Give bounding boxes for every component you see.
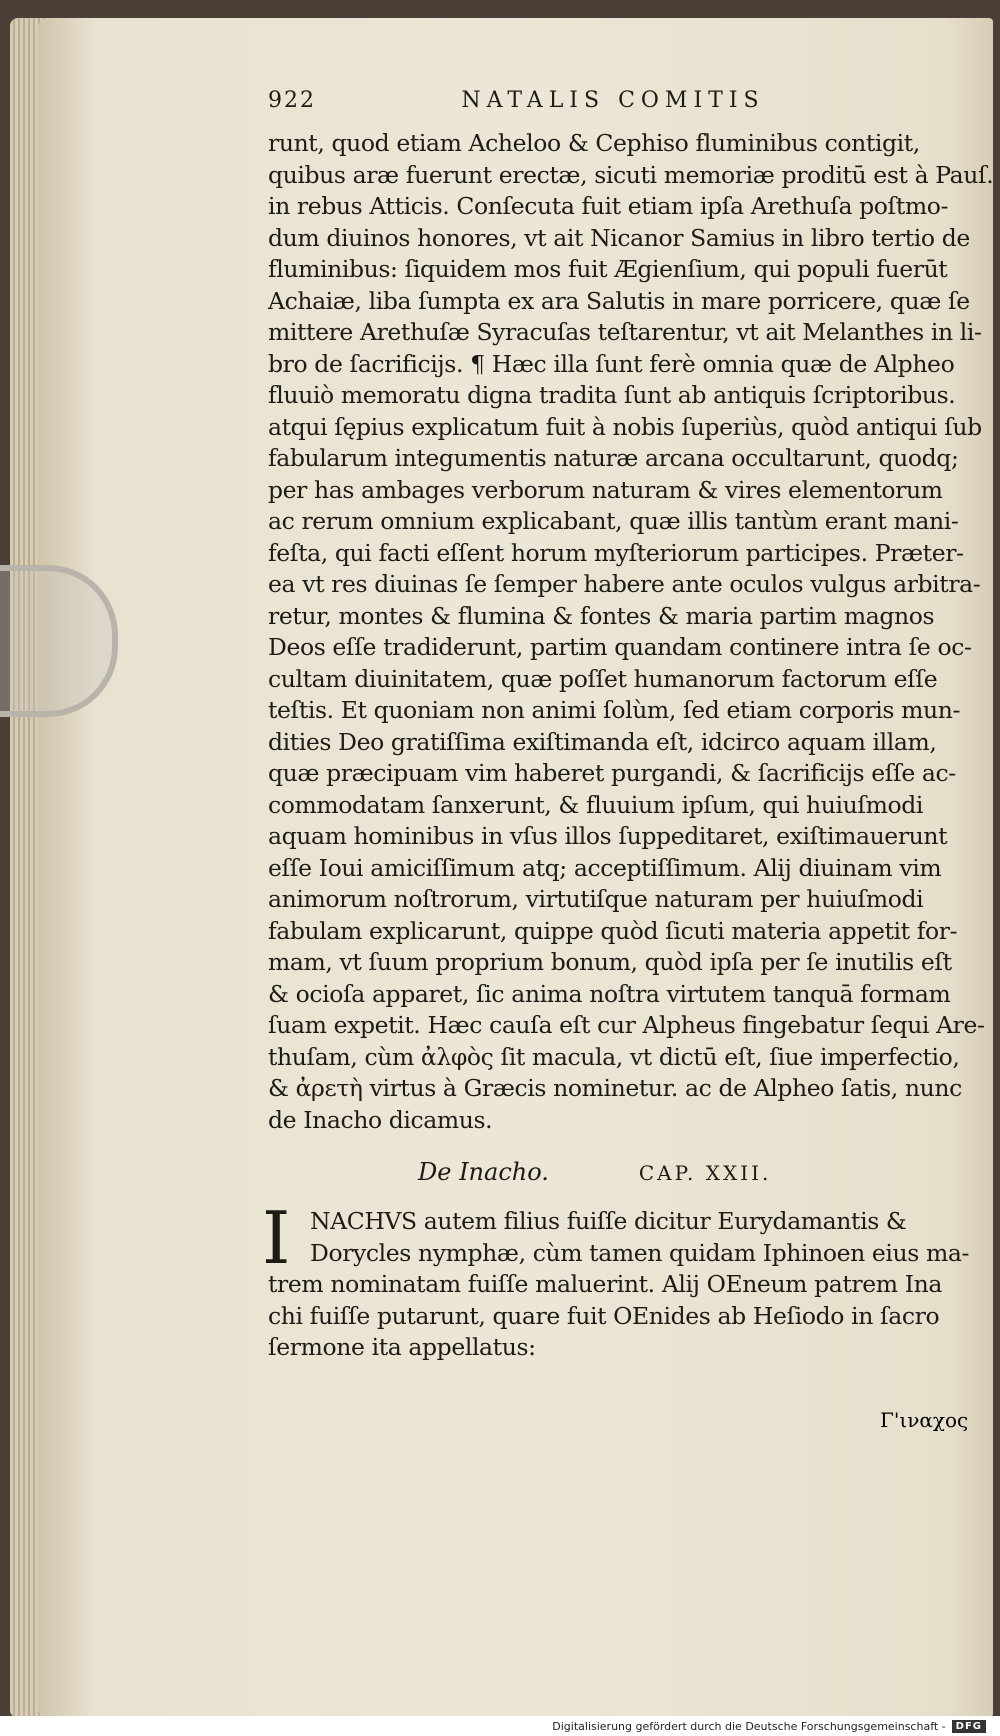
text-line: ea vt res diuinas ſe ſemper habere ante oculos vulgus arbitra- bbox=[268, 570, 981, 598]
text-line: & ἀρετὴ virtus à Græcis nominetur. ac de Alpheo ſatis, nunc bbox=[268, 1074, 962, 1102]
funding-credit: Digitalisierung gefördert durch die Deutsche Forschungsgemeinschaft - bbox=[552, 1719, 946, 1733]
text-line: commodatam ſanxerunt, & fluuium ipſum, qui huiuſmodi bbox=[268, 790, 924, 819]
text-line: Deos eſſe tradiderunt, partim quandam continere intra ſe oc- bbox=[268, 633, 972, 661]
digitization-footer bbox=[0, 1716, 1000, 1736]
text-line: NACHVS autem filius fuiſſe dicitur Eurydamantis & bbox=[310, 1207, 907, 1235]
text-line: teſtis. Et quoniam non animi ſolùm, ſed etiam corporis mun- bbox=[268, 696, 961, 724]
text-line: chi fuiſſe putarunt, quare fuit OEnides ab Heſiodo in ſacro bbox=[268, 1301, 940, 1330]
text-line: quibus aræ fuerunt erectæ, sicuti memoriæ proditū est à Pauſ. bbox=[268, 160, 994, 189]
text-line: dum diuinos honores, vt ait Nicanor Samius in libro tertio de bbox=[268, 223, 970, 252]
text-line: & ocioſa apparet, ſic anima noſtra virtutem tanquā formam bbox=[268, 979, 951, 1008]
text-line: bro de ſacrificijs. ¶ Hæc illa ſunt ferè omnia quæ de Alpheo bbox=[268, 349, 955, 378]
text-line: cultam diuinitatem, quæ poſſet humanorum factorum eſſe bbox=[268, 664, 938, 693]
text-line: mam, vt ſuum proprium bonum, quòd ipſa per ſe inutilis eſt bbox=[268, 948, 952, 976]
text-line: Dorycles nymphæ, cùm tamen quidam Iphinoen eius ma- bbox=[310, 1238, 970, 1267]
text-line: ac rerum omnium explicabant, quæ illis tantùm erant mani- bbox=[268, 507, 959, 535]
running-title: NATALIS COMITIS bbox=[461, 88, 765, 113]
chapter-number: CAP. XXII. bbox=[638, 1161, 772, 1185]
page-content bbox=[262, 88, 994, 1364]
text-line: fabulam explicarunt, quippe quòd ſicuti materia appetit for- bbox=[268, 916, 958, 945]
text-line: Achaiæ, liba ſumpta ex ara Salutis in mare porricere, quæ ſe bbox=[268, 286, 970, 315]
text-line: in rebus Atticis. Conſecuta fuit etiam ipſa Arethuſa poſtmo- bbox=[268, 192, 949, 220]
text-line: aquam hominibus in vſus illos ſuppeditaret, exiſtimauerunt bbox=[268, 822, 948, 850]
running-head bbox=[268, 88, 958, 128]
text-line: atqui ſępius explicatum fuit à nobis ſuperiùs, quòd antiqui ſub bbox=[268, 412, 982, 441]
text-line: ſermone ita appellatus: bbox=[268, 1333, 536, 1361]
text-line: quæ præcipuam vim haberet purgandi, & ſacrificijs eſſe ac- bbox=[268, 759, 956, 787]
text-line: eſſe Ioui amiciſſimum atq; acceptiſſimum. Alij diuinam vim bbox=[268, 853, 942, 882]
text-line: mittere Arethuſæ Syracuſas teſtarentur, vt ait Melanthes in li- bbox=[268, 318, 982, 346]
text-line: ſuam expetit. Hæc cauſa eſt cur Alpheus fingebatur ſequi Are- bbox=[268, 1011, 985, 1039]
chapter-title: De Inacho. bbox=[418, 1158, 549, 1186]
chapter-body bbox=[262, 1196, 970, 1364]
drop-cap: I bbox=[262, 1196, 291, 1280]
text-line: feſta, qui facti eſſent horum myſteriorum participes. Præter- bbox=[268, 538, 964, 567]
text-line: animorum noſtrorum, virtutiſque naturam per huiuſmodi bbox=[268, 885, 924, 913]
body-text bbox=[268, 128, 994, 1136]
catchword: Γ'ιναχος bbox=[880, 1408, 969, 1432]
dfg-logo: DFG bbox=[952, 1720, 986, 1733]
text-line: per has ambages verborum naturam & vires elementorum bbox=[268, 475, 943, 504]
text-line: thuſam, cùm ἀλφὸς ſit macula, vt dictū eſt, ſiue imperfectio, bbox=[268, 1042, 960, 1071]
chapter-text bbox=[268, 1206, 970, 1364]
text-line: retur, montes & flumina & fontes & maria partim magnos bbox=[268, 601, 935, 630]
text-line: fabularum integumentis naturæ arcana occultarunt, quodq; bbox=[268, 444, 959, 472]
text-line: trem nominatam fuiſſe maluerint. Alij OEneum patrem Ina bbox=[268, 1270, 942, 1298]
text-line: de Inacho dicamus. bbox=[268, 1105, 493, 1134]
text-line: fluuiò memoratu digna tradita ſunt ab antiquis ſcriptoribus. bbox=[268, 381, 956, 409]
text-line: dities Deo gratiſſima exiſtimanda eſt, idcirco aquam illam, bbox=[268, 727, 937, 756]
page-number: 922 bbox=[268, 88, 316, 113]
text-line: runt, quod etiam Acheloo & Cephiso fluminibus contigit, bbox=[268, 129, 920, 157]
text-line: fluminibus: ſiquidem mos fuit Ægienſium, qui populi fuerūt bbox=[268, 255, 948, 283]
chapter-heading bbox=[268, 1158, 958, 1198]
